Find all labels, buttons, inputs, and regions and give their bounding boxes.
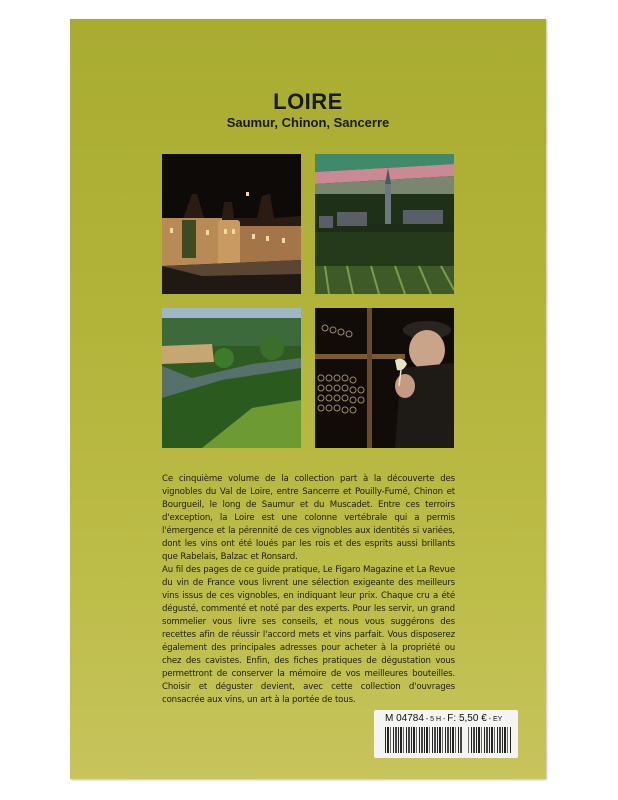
book-back-cover	[70, 19, 546, 779]
book-title: LOIRE	[273, 89, 343, 114]
barcode-label	[374, 710, 518, 758]
photo-chateau-at-night	[162, 154, 301, 294]
barcode-text: M 04784 - 5 H - F: 5,50 € - EY	[385, 713, 503, 724]
barcode-suffix: EY	[493, 716, 503, 723]
barcode-bars	[385, 727, 511, 753]
photo-village-and-vineyards	[315, 154, 454, 294]
photo-loire-river-landscape	[162, 308, 301, 448]
photo-wine-cellar-tasting	[315, 308, 454, 448]
description-paragraph-2: Au fil des pages de ce guide pratique, Le Figaro Magazine et La Revue du vin de France vous livrent une sélection exigeante des meilleurs vins issus de ces vignobles, en indiquant leur prix. Chaque cru a été dégusté, commenté et noté par des experts. Pour les servir, un grand sommelier vous livre ses conseils, et nous vous suggérons des recettes afin de réussir l'accord mets et vins parfait. Vous disposerez également des principales adresses pour acheter à la propriété ou chez des cavistes. Enfin, des fiches pratiques de dégustation vous permettront de conserver la mémoire de vos meilleures bouteilles. Choisir et déguster devient, avec cette collection d'ouvrages consacrée aux vins, un art à la portée de tous.	[162, 564, 455, 705]
book-subtitle: Saumur, Chinon, Sancerre	[226, 115, 390, 130]
barcode-gap	[463, 727, 468, 753]
barcode-price: F: 5,50 €	[447, 713, 487, 724]
barcode-code: M 04784	[385, 713, 424, 724]
barcode-variant: 5 H	[430, 716, 442, 723]
description-paragraph-1: Ce cinquième volume de la collection part à la découverte des vignobles du Val de Loire, entre Sancerre et Pouilly-Fumé, Chinon et Bourgueil, le long de Saumur et du Muscadet. Entre ces terroirs d'exception, la Loire est une colonne vertébrale qui a permis l'émergence et la pérennité de ces vignobles aux identités si variées, dont les vins ont été loués par les rois et des esprits aussi brillants que Rabelais, Balzac et Ronsard.	[162, 473, 455, 562]
